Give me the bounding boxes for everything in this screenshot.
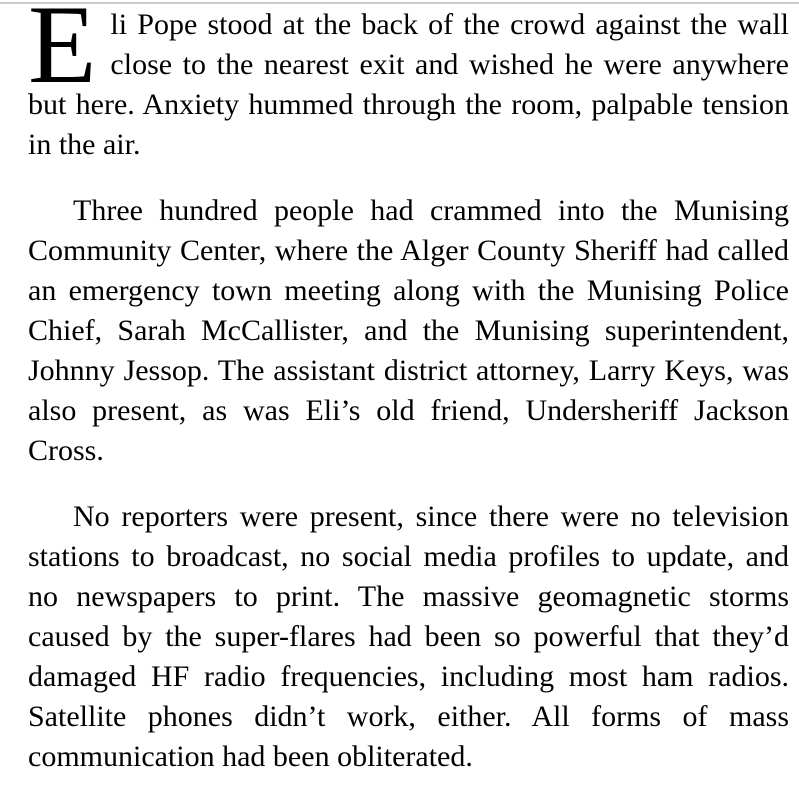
paragraph — [28, 191, 789, 471]
paragraph — [28, 497, 789, 777]
drop-cap-letter: E — [28, 0, 97, 107]
paragraph-text: Three hundred people had crammed into the Munising Community Center, where the Alger County Sheriff had called an emergency town meeting along with the Munising Police Chief, Sarah McCallister, and the Munising superintendent, Johnny Jessop. The assistant district attorney, Larry Keys, was also present, as was Eli’s old friend, Undersheriff Jackson Cross. — [28, 194, 789, 467]
paragraph-text: li Pope stood at the back of the crowd against the wall close to the nearest exit and wished he were anywhere but here. Anxiety hummed through the room, palpable tension in the air. — [28, 8, 789, 161]
paragraph-text: No reporters were present, since there were no television stations to broadcast, no social media profiles to update, and no newspapers to print. The massive geomagnetic storms caused by the super-flares had been so powerful that they’d damaged HF radio frequencies, including most ham radios. Satellite phones didn’t work, either. All forms of mass communication had been obliterated. — [28, 500, 789, 773]
paragraph-opening — [28, 0, 789, 165]
